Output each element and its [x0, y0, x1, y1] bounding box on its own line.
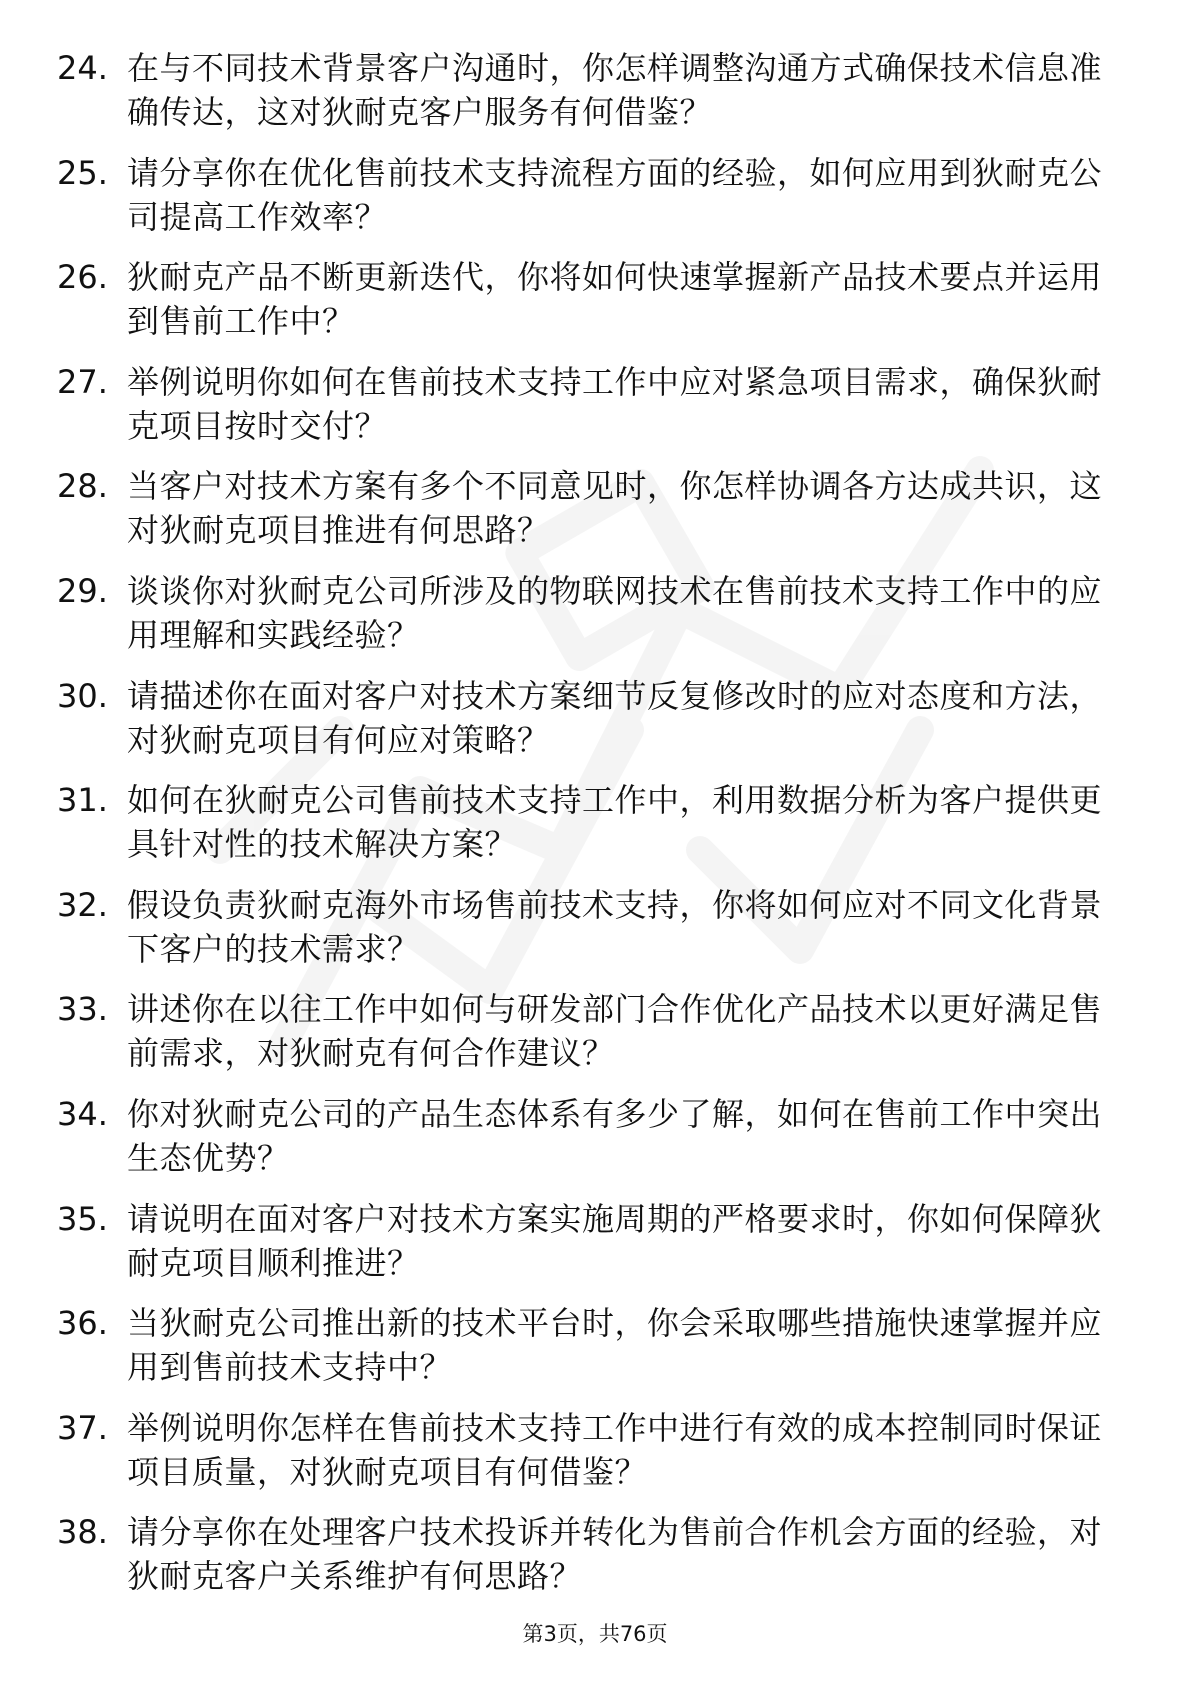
question-text: 假设负责狄耐克海外市场售前技术支持，你将如何应对不同文化背景下客户的技术需求？	[127, 885, 1103, 968]
question-item	[0, 1406, 1190, 1494]
question-number: 32.	[57, 885, 108, 924]
question-text: 谈谈你对狄耐克公司所涉及的物联网技术在售前技术支持工作中的应用理解和实践经验？	[127, 571, 1103, 654]
question-number: 36.	[57, 1304, 108, 1343]
question-item	[0, 569, 1190, 657]
question-number: 34.	[57, 1094, 108, 1133]
question-list	[0, 46, 1190, 1615]
question-item	[0, 464, 1190, 552]
question-number: 31.	[57, 781, 108, 820]
question-text: 如何在狄耐克公司售前技术支持工作中，利用数据分析为客户提供更具针对性的技术解决方案？	[127, 781, 1103, 864]
question-text: 请分享你在处理客户技术投诉并转化为售前合作机会方面的经验，对狄耐克客户关系维护有何思路？	[127, 1513, 1103, 1596]
question-item	[0, 46, 1190, 134]
question-number: 28.	[57, 467, 108, 506]
question-item	[0, 674, 1190, 762]
question-item	[0, 360, 1190, 448]
question-text: 举例说明你如何在售前技术支持工作中应对紧急项目需求，确保狄耐克项目按时交付？	[127, 362, 1103, 445]
question-text: 请描述你在面对客户对技术方案细节反复修改时的应对态度和方法，对狄耐克项目有何应对策略？	[127, 676, 1103, 759]
question-text: 你对狄耐克公司的产品生态体系有多少了解，如何在售前工作中突出生态优势？	[127, 1094, 1103, 1177]
question-text: 请说明在面对客户对技术方案实施周期的严格要求时，你如何保障狄耐克项目顺利推进？	[127, 1199, 1103, 1282]
question-number: 29.	[57, 571, 108, 610]
question-item	[0, 883, 1190, 971]
question-text: 请分享你在优化售前技术支持流程方面的经验，如何应用到狄耐克公司提高工作效率？	[127, 153, 1103, 236]
question-text: 当客户对技术方案有多个不同意见时，你怎样协调各方达成共识，这对狄耐克项目推进有何思路？	[127, 467, 1103, 550]
question-number: 35.	[57, 1199, 108, 1238]
question-text: 举例说明你怎样在售前技术支持工作中进行有效的成本控制同时保证项目质量，对狄耐克项目有何借鉴？	[127, 1408, 1103, 1491]
question-number: 37.	[57, 1408, 108, 1447]
question-number: 26.	[57, 258, 108, 297]
question-item	[0, 1092, 1190, 1180]
question-item	[0, 151, 1190, 239]
question-text: 狄耐克产品不断更新迭代，你将如何快速掌握新产品技术要点并运用到售前工作中？	[127, 258, 1103, 341]
question-text: 在与不同技术背景客户沟通时，你怎样调整沟通方式确保技术信息准确传达，这对狄耐克客户服务有何借鉴？	[127, 49, 1103, 131]
question-item	[0, 1301, 1190, 1389]
question-text: 讲述你在以往工作中如何与研发部门合作优化产品技术以更好满足售前需求，对狄耐克有何合作建议？	[127, 990, 1103, 1073]
question-number: 30.	[57, 676, 108, 715]
question-number: 24.	[57, 49, 108, 87]
page-number-label: 第3页，共76页	[522, 1622, 668, 1646]
question-item	[0, 987, 1190, 1075]
question-number: 38.	[57, 1513, 108, 1552]
question-item	[0, 255, 1190, 343]
question-text: 当狄耐克公司推出新的技术平台时，你会采取哪些措施快速掌握并应用到售前技术支持中？	[127, 1304, 1103, 1387]
question-item	[0, 1197, 1190, 1285]
question-number: 33.	[57, 990, 108, 1029]
question-number: 27.	[57, 362, 108, 401]
question-item	[0, 1510, 1190, 1598]
question-number: 25.	[57, 153, 108, 192]
page-footer	[0, 1618, 1190, 1648]
question-item	[0, 778, 1190, 866]
